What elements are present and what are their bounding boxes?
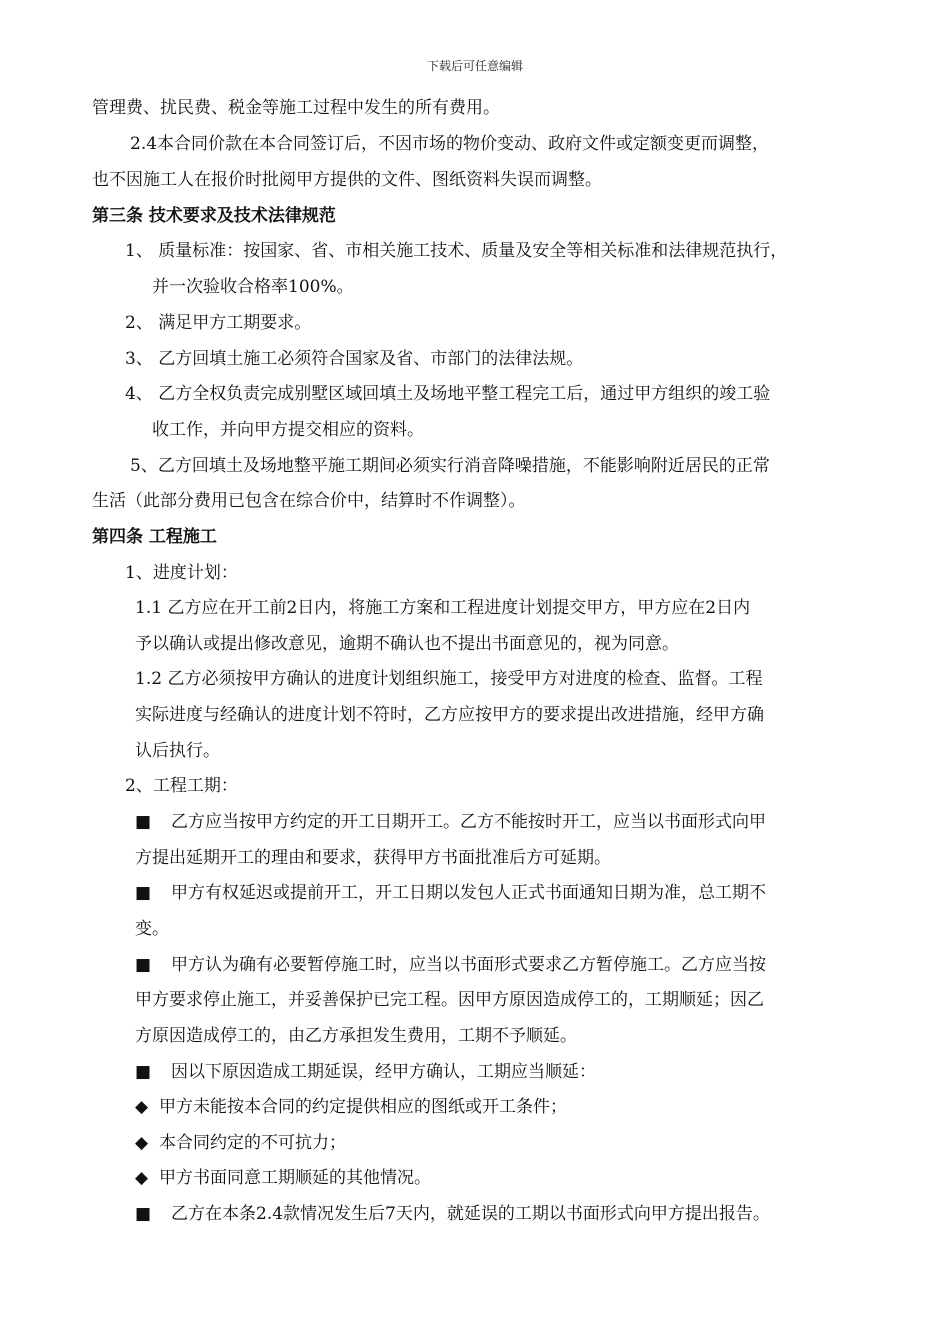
diamond-bullet-icon: ◆ [135,1097,149,1117]
text-line: 2.4本合同价款在本合同签订后，不因市场的物价变动、政府文件或定额变更而调整， [130,134,770,154]
bullet-item: ■ 因以下原因造成工期延误，经甲方确认，工期应当顺延： [135,1062,596,1082]
square-bullet-icon: ■ [135,1204,152,1224]
text-line: 1、 质量标准：按国家、省、市相关施工技术、质量及安全等相关标准和法律规范执行， [125,241,788,261]
bullet-item: ◆ 甲方未能按本合同的约定提供相应的图纸或开工条件； [135,1097,567,1117]
text-line: 3、 乙方回填土施工必须符合国家及省、市部门的法律法规。 [125,349,584,369]
square-bullet-icon: ■ [135,812,152,832]
text-line: 生活（此部分费用已包含在综合价中，结算时不作调整）。 [92,491,526,511]
bullet-item: ◆ 甲方书面同意工期顺延的其他情况。 [135,1168,431,1188]
square-bullet-icon: ■ [135,1062,152,1082]
bullet-item: ■ 甲方认为确有必要暂停施工时，应当以书面形式要求乙方暂停施工。乙方应当按 [135,955,766,975]
text-line: 方提出延期开工的理由和要求，获得甲方书面批准后方可延期。 [135,848,611,868]
text-line: 管理费、扰民费、税金等施工过程中发生的所有费用。 [92,98,500,118]
text-line: 方原因造成停工的，由乙方承担发生费用，工期不予顺延。 [135,1026,577,1046]
text-line: 也不因施工人在报价时批阅甲方提供的文件、图纸资料失误而调整。 [92,170,602,190]
text-line: 4、 乙方全权负责完成别墅区域回填土及场地平整工程完工后，通过甲方组织的竣工验 [125,384,771,404]
bullet-item: ◆ 本合同约定的不可抗力； [135,1133,346,1153]
text-line: 1、进度计划： [125,563,238,583]
text-line: 收工作，并向甲方提交相应的资料。 [152,420,424,440]
text-line: 5、乙方回填土及场地整平施工期间必须实行消音降噪措施，不能影响附近居民的正常 [130,456,770,476]
diamond-bullet-icon: ◆ [135,1168,149,1188]
text-line: 甲方要求停止施工，并妥善保护已完工程。因甲方原因造成停工的，工期顺延；因乙 [135,990,764,1010]
text-line: 认后执行。 [135,741,220,761]
text-line: 2、 满足甲方工期要求。 [125,313,312,333]
text-line: 予以确认或提出修改意见，逾期不确认也不提出书面意见的，视为同意。 [135,634,679,654]
section-heading: 第三条 技术要求及技术法律规范 [92,206,336,226]
text-line: 2、工程工期： [125,776,238,796]
text-line: 并一次验收合格率100%。 [152,277,354,297]
bullet-item: ■ 甲方有权延迟或提前开工，开工日期以发包人正式书面通知日期为准，总工期不 [135,883,766,903]
section-heading: 第四条 工程施工 [92,527,217,547]
square-bullet-icon: ■ [135,883,152,903]
diamond-bullet-icon: ◆ [135,1133,149,1153]
text-line: 1.2 乙方必须按甲方确认的进度计划组织施工，接受甲方对进度的检查、监督。工程 [135,669,763,689]
text-line: 实际进度与经确认的进度计划不符时，乙方应按甲方的要求提出改进措施，经甲方确 [135,705,764,725]
square-bullet-icon: ■ [135,955,152,975]
page-header: 下载后可任意编辑 [426,59,523,73]
bullet-item: ■ 乙方应当按甲方约定的开工日期开工。乙方不能按时开工，应当以书面形式向甲 [135,812,766,832]
bullet-item: ■ 乙方在本条2.4款情况发生后7天内，就延误的工期以书面形式向甲方提出报告。 [135,1204,770,1224]
text-line: 变。 [135,919,169,939]
text-line: 1.1 乙方应在开工前2日内，将施工方案和工程进度计划提交甲方，甲方应在2日内 [135,598,751,618]
